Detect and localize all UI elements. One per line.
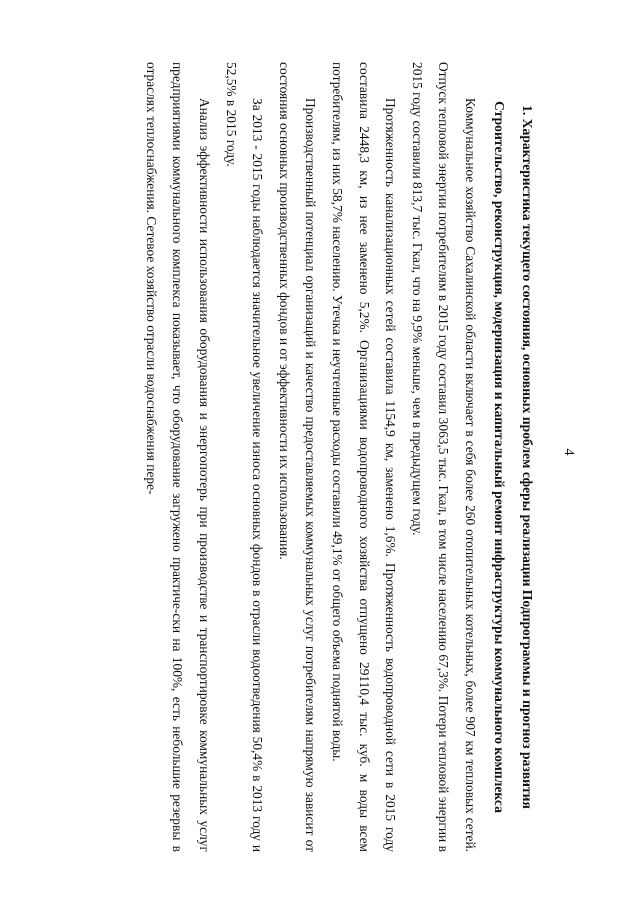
- subsection-title: Строительство, реконструкция, модернизация и капитальный ремонт инфраструктуры коммунального комплекса: [492, 101, 508, 813]
- document-body: [137, 62, 536, 852]
- document-page: [34, 22, 594, 882]
- page-number: 4: [561, 448, 576, 456]
- section-title: 1. Характеристика текущего состояния, основных проблем сферы реализации Подпрограммы и прогноз развития: [520, 105, 535, 809]
- paragraph-production-potential: Производственный потенциал организаций и качество предоставляемых коммунальных услуг потребителям напрямую зависит от состояния основных производственных фондов и от эффективности их использования.: [276, 62, 319, 852]
- paragraph-utilities-overview: Коммунальное хозяйство Сахалинской области включает в себя более 260 отопительных котельных, более 907 км тепловых сетей. Отпуск тепловой энергии потребителям в 2015 году составил 3063,5 тыс. Гкал, в том числе населению 67,3%. Потери тепловой энергии в 2015 году составили 813,7 тыс. Гкал, что на 9,9% меньше, чем в предыдущем году.: [409, 62, 478, 852]
- paragraph-efficiency-analysis: Анализ эффективности использования оборудования и энергопотерь при производстве и транспортировке коммунальных услуг предприятиями коммунального комплекса показывает, что оборудование загружено практиче-ски на 100%, есть небольшие резервы в отраслях теплоснабжения. Сетевое хозяйство отрасли водоснабжения пере-: [143, 62, 213, 852]
- paragraph-depreciation: За 2013 - 2015 годы наблюдается значительное увеличение износа основных фондов в отрасли водоотведения 50,4% в 2013 году и 52,5% в 2015 году.: [223, 62, 266, 852]
- paragraph-sewer-water-networks: Протяженность канализационных сетей составила 1154,9 км, заменено 1,6%. Протяженность водопроводной сети в 2015 году составила 2448,3 км, из нее заменено 5,2%. Организациями водопроводного хозяйства отпущено 29110,4 тыс. куб. м воды всем потребителям, из них 58,7% населению. Утечка и неучтенные расходы составили 49,1% от общего объема поднятой воды.: [330, 62, 399, 852]
